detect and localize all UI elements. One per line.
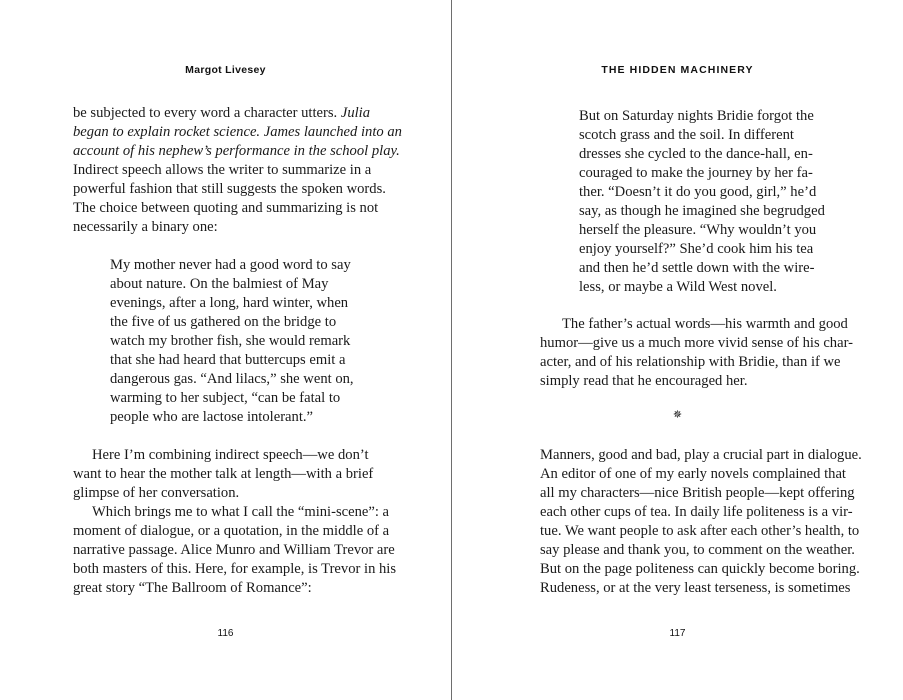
- text-line: both masters of this. Here, for example, is Trevor in his: [73, 561, 397, 577]
- page-number-right: 117: [669, 628, 686, 639]
- text-line: powerful fashion that still suggests the spoken words.: [73, 181, 386, 197]
- quote-line: warming to her subject, “can be fatal to: [110, 390, 341, 406]
- quote-line: herself the pleasure. “Why wouldn’t you: [579, 222, 817, 238]
- text-line: began to explain rocket science. James launched into an: [73, 124, 402, 140]
- text-line: all my characters—nice British people—kept offering: [540, 485, 855, 501]
- quote-line: less, or maybe a Wild West novel.: [579, 279, 777, 295]
- quote-line: and then he’d settle down with the wire-: [579, 260, 815, 276]
- text-line: The choice between quoting and summarizing is not: [73, 200, 379, 216]
- quote-line: the five of us gathered on the bridge to: [110, 314, 337, 330]
- quote-line: dresses she cycled to the dance-hall, en-: [579, 146, 813, 162]
- right-page: [452, 0, 903, 700]
- running-head-right: THE HIDDEN MACHINERY: [601, 64, 754, 76]
- quote-line: couraged to make the journey by her fa-: [579, 165, 813, 181]
- text-line: great story “The Ballroom of Romance”:: [73, 580, 312, 596]
- text-line: simply read that he encouraged her.: [540, 373, 748, 389]
- text-line: account of his nephew’s performance in the school play.: [73, 143, 400, 159]
- text-line: necessarily a binary one:: [73, 219, 218, 235]
- text-line: humor—give us a much more vivid sense of his char-: [540, 335, 853, 351]
- text-line: each other cups of tea. In daily life politeness is a vir-: [540, 504, 853, 520]
- running-head-left: Margot Livesey: [185, 64, 266, 76]
- text-line: narrative passage. Alice Munro and William Trevor are: [73, 542, 395, 558]
- quote-line: that she had heard that buttercups emit a: [110, 352, 346, 368]
- quote-line: enjoy yourself?” She’d cook him his tea: [579, 241, 814, 257]
- text-line: want to hear the mother talk at length—with a brief: [73, 466, 374, 482]
- quote-line: people who are lactose intolerant.”: [110, 409, 314, 425]
- text-line: Indirect speech allows the writer to summarize in a: [73, 162, 372, 178]
- text-line: Which brings me to what I call the “mini-scene”: a: [92, 504, 390, 520]
- page-number-left: 116: [217, 628, 234, 639]
- quote-line: about nature. On the balmiest of May: [110, 276, 329, 292]
- text-line: Rudeness, or at the very least terseness, is sometimes: [540, 580, 851, 596]
- quote-line: evenings, after a long, hard winter, when: [110, 295, 349, 311]
- section-break-ornament: ✵: [672, 408, 683, 421]
- text-line: tue. We want people to ask after each other’s health, to: [540, 523, 860, 539]
- quote-line: watch my brother fish, she would remark: [110, 333, 351, 349]
- text-line: be subjected to every word a character utters. Julia: [73, 105, 371, 121]
- quote-line: dangerous gas. “And lilacs,” she went on,: [110, 371, 354, 387]
- quote-line: But on Saturday nights Bridie forgot the: [579, 108, 814, 124]
- quote-line: ther. “Doesn’t it do you good, girl,” he’d: [579, 184, 817, 200]
- text-line: say please and thank you, to comment on the weather.: [540, 542, 855, 558]
- text-line: acter, and of his relationship with Bridie, than if we: [540, 354, 841, 370]
- quote-line: say, as though he imagined she begrudged: [579, 203, 825, 219]
- text-line: Manners, good and bad, play a crucial part in dialogue.: [540, 447, 862, 463]
- left-page: [0, 0, 451, 700]
- text-line: Here I’m combining indirect speech—we don’t: [92, 447, 369, 463]
- text-line: The father’s actual words—his warmth and good: [562, 316, 848, 332]
- text-line: But on the page politeness can quickly become boring.: [540, 561, 860, 577]
- quote-line: scotch grass and the soil. In different: [579, 127, 794, 143]
- quote-line: My mother never had a good word to say: [110, 257, 351, 273]
- text-line: An editor of one of my early novels complained that: [540, 466, 846, 482]
- text-line: moment of dialogue, or a quotation, in the middle of a: [73, 523, 390, 539]
- text-line: glimpse of her conversation.: [73, 485, 240, 501]
